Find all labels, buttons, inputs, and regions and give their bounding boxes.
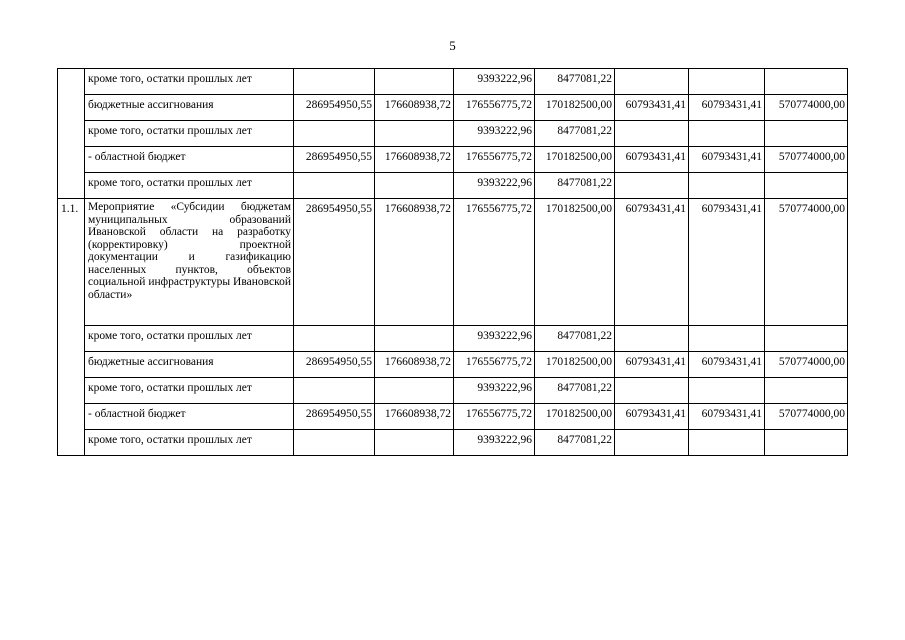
value-cell <box>689 69 765 95</box>
value-cell: 8477081,22 <box>535 121 615 147</box>
value-cell: 286954950,55 <box>294 352 375 378</box>
value-cell: 286954950,55 <box>294 199 375 326</box>
value-cell <box>689 326 765 352</box>
row-description: бюджетные ассигнования <box>85 95 294 121</box>
value-cell: 9393222,96 <box>454 121 535 147</box>
row-description: кроме того, остатки прошлых лет <box>85 121 294 147</box>
value-cell: 8477081,22 <box>535 326 615 352</box>
value-cell: 170182500,00 <box>535 147 615 173</box>
value-cell <box>375 121 454 147</box>
table-row <box>58 173 848 199</box>
value-cell: 286954950,55 <box>294 95 375 121</box>
value-cell <box>375 378 454 404</box>
value-cell <box>615 430 689 456</box>
value-cell <box>765 69 848 95</box>
value-cell: 8477081,22 <box>535 173 615 199</box>
table-row <box>58 378 848 404</box>
value-cell: 170182500,00 <box>535 352 615 378</box>
value-cell <box>765 326 848 352</box>
value-cell <box>689 430 765 456</box>
section-index: 1.1. <box>58 199 85 456</box>
value-cell: 176608938,72 <box>375 199 454 326</box>
value-cell: 570774000,00 <box>765 352 848 378</box>
value-cell: 170182500,00 <box>535 404 615 430</box>
value-cell: 176556775,72 <box>454 95 535 121</box>
value-cell: 60793431,41 <box>615 95 689 121</box>
value-cell: 570774000,00 <box>765 95 848 121</box>
value-cell <box>294 378 375 404</box>
row-description: кроме того, остатки прошлых лет <box>85 69 294 95</box>
value-cell <box>765 430 848 456</box>
page-number: 5 <box>449 38 456 53</box>
value-cell <box>765 121 848 147</box>
value-cell: 570774000,00 <box>765 147 848 173</box>
value-cell: 60793431,41 <box>615 404 689 430</box>
value-cell: 9393222,96 <box>454 173 535 199</box>
value-cell: 176556775,72 <box>454 199 535 326</box>
value-cell: 176556775,72 <box>454 147 535 173</box>
value-cell: 8477081,22 <box>535 69 615 95</box>
value-cell: 9393222,96 <box>454 69 535 95</box>
value-cell <box>615 378 689 404</box>
value-cell <box>294 69 375 95</box>
value-cell <box>689 378 765 404</box>
value-cell: 60793431,41 <box>615 199 689 326</box>
value-cell <box>375 173 454 199</box>
value-cell: 9393222,96 <box>454 326 535 352</box>
table-row <box>58 430 848 456</box>
value-cell <box>294 430 375 456</box>
row-description: кроме того, остатки прошлых лет <box>85 430 294 456</box>
value-cell: 176608938,72 <box>375 352 454 378</box>
value-cell <box>375 430 454 456</box>
value-cell <box>294 326 375 352</box>
value-cell: 176608938,72 <box>375 147 454 173</box>
value-cell: 9393222,96 <box>454 430 535 456</box>
row-description: бюджетные ассигнования <box>85 352 294 378</box>
table-row <box>58 404 848 430</box>
budget-table-body <box>58 69 848 456</box>
table-row <box>58 326 848 352</box>
table-row <box>58 352 848 378</box>
value-cell <box>375 69 454 95</box>
value-cell: 170182500,00 <box>535 95 615 121</box>
value-cell <box>689 173 765 199</box>
table-row <box>58 147 848 173</box>
table-row <box>58 95 848 121</box>
table-row <box>58 69 848 95</box>
table-row <box>58 199 848 326</box>
value-cell: 8477081,22 <box>535 378 615 404</box>
value-cell: 570774000,00 <box>765 199 848 326</box>
value-cell: 570774000,00 <box>765 404 848 430</box>
row-index-empty <box>58 69 85 199</box>
row-description: кроме того, остатки прошлых лет <box>85 326 294 352</box>
value-cell <box>615 326 689 352</box>
value-cell: 176556775,72 <box>454 352 535 378</box>
value-cell: 176556775,72 <box>454 404 535 430</box>
table-row <box>58 121 848 147</box>
value-cell <box>615 173 689 199</box>
row-description: Мероприятие «Субсидии бюджетам муниципальных образований Ивановской области на разработку (корректировку) проектной документации и газификацию населенных пунктов, объектов социальной инфраструктуры Ивановской области» <box>85 199 294 326</box>
value-cell <box>765 378 848 404</box>
value-cell <box>615 69 689 95</box>
value-cell <box>294 173 375 199</box>
value-cell: 60793431,41 <box>689 199 765 326</box>
value-cell <box>375 326 454 352</box>
value-cell: 286954950,55 <box>294 404 375 430</box>
value-cell <box>615 121 689 147</box>
value-cell: 60793431,41 <box>689 404 765 430</box>
value-cell: 176608938,72 <box>375 404 454 430</box>
value-cell: 60793431,41 <box>615 147 689 173</box>
value-cell: 176608938,72 <box>375 95 454 121</box>
value-cell <box>294 121 375 147</box>
row-description: кроме того, остатки прошлых лет <box>85 173 294 199</box>
row-description: - областной бюджет <box>85 404 294 430</box>
value-cell: 60793431,41 <box>615 352 689 378</box>
value-cell: 60793431,41 <box>689 352 765 378</box>
budget-table <box>57 68 848 456</box>
value-cell: 9393222,96 <box>454 378 535 404</box>
value-cell: 60793431,41 <box>689 95 765 121</box>
value-cell: 170182500,00 <box>535 199 615 326</box>
value-cell: 60793431,41 <box>689 147 765 173</box>
value-cell <box>689 121 765 147</box>
value-cell <box>765 173 848 199</box>
row-description: кроме того, остатки прошлых лет <box>85 378 294 404</box>
value-cell: 286954950,55 <box>294 147 375 173</box>
value-cell: 8477081,22 <box>535 430 615 456</box>
row-description: - областной бюджет <box>85 147 294 173</box>
